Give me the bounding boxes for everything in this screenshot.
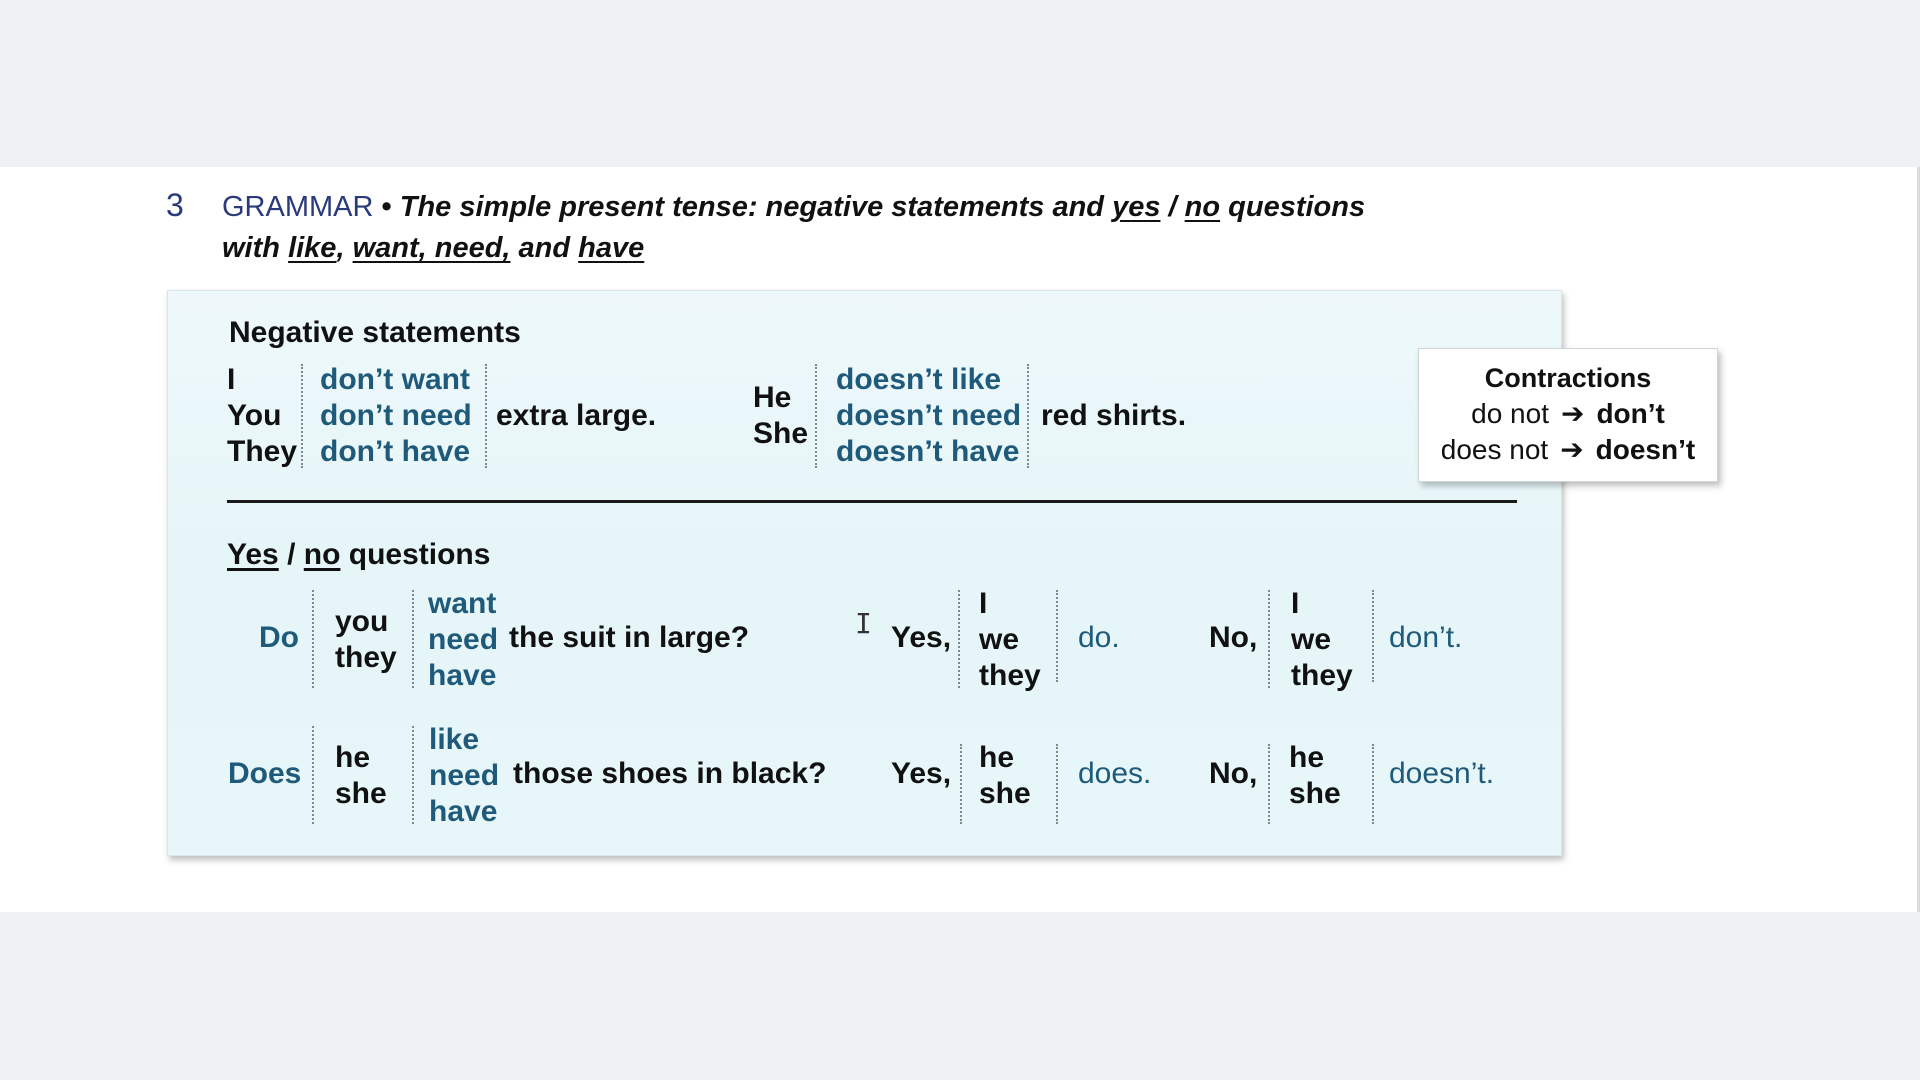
divider <box>1056 590 1058 682</box>
answer-yes: Yes, <box>891 621 952 654</box>
verb: have <box>429 795 498 828</box>
text-cursor-icon: I <box>855 607 872 640</box>
subject: they <box>1291 659 1353 692</box>
contraction-row <box>1419 434 1717 466</box>
answer-no-subjects <box>1289 740 1341 812</box>
contractions-box <box>1418 348 1718 482</box>
subject: she <box>1289 777 1341 810</box>
divider <box>1027 364 1029 468</box>
answer-yes-verb: does. <box>1078 757 1152 790</box>
subject: I <box>227 363 236 396</box>
verb: have <box>428 659 497 692</box>
heading-line1: The simple present tense: negative statements and <box>399 191 1105 223</box>
divider <box>412 726 414 824</box>
contraction-short: doesn’t <box>1595 434 1696 465</box>
subject: we <box>979 623 1020 656</box>
subject: I <box>1291 587 1300 620</box>
divider <box>1372 590 1374 682</box>
exercise-heading: GRAMMAR • The simple present tense: negative statements and yes / no questions with like, want, need, and have <box>222 191 1366 264</box>
heading-questions: questions <box>1228 191 1366 223</box>
answer-no: No, <box>1209 621 1258 654</box>
contraction-full: does not <box>1440 434 1549 465</box>
verb: like <box>429 723 480 756</box>
divider <box>958 590 960 688</box>
subject: they <box>335 641 397 674</box>
divider <box>412 590 414 688</box>
subject: I <box>979 587 988 620</box>
verb: doesn’t have <box>836 435 1020 468</box>
subject: He <box>753 381 792 414</box>
heading-keyword: GRAMMAR <box>222 191 374 223</box>
subject: she <box>979 777 1031 810</box>
question-aux: Does <box>228 757 302 790</box>
heading-with: with <box>222 232 280 264</box>
title-rest: questions <box>348 538 491 571</box>
heading-and: and <box>518 232 571 264</box>
contractions-title: Contractions <box>1484 363 1652 393</box>
answer-yes-verb: do. <box>1078 621 1120 654</box>
verb: want <box>428 587 497 620</box>
heading-want-need: want, need, <box>352 232 511 264</box>
negative-object-b: red shirts. <box>1041 399 1187 432</box>
question-object: those shoes in black? <box>513 757 827 790</box>
contraction-short: don’t <box>1596 398 1665 429</box>
divider <box>485 364 487 468</box>
heading-like: like <box>288 232 337 264</box>
question-verbs <box>428 586 498 694</box>
verb: need <box>429 759 500 792</box>
divider <box>312 590 314 688</box>
subject: You <box>227 399 282 432</box>
subject: he <box>335 741 371 774</box>
subject: She <box>753 417 809 450</box>
title-no: no <box>303 538 341 571</box>
title-yes: Yes <box>227 538 279 571</box>
subject: They <box>227 435 298 468</box>
verb: doesn’t like <box>836 363 1002 396</box>
answer-no-subjects <box>1291 586 1353 694</box>
answer-yes-subjects <box>979 586 1041 694</box>
heading-no: no <box>1184 191 1221 223</box>
question-verbs <box>429 722 499 830</box>
negative-verbs-a <box>320 362 472 470</box>
divider <box>1268 590 1270 688</box>
question-object: the suit in large? <box>509 621 750 654</box>
question-subjects <box>335 740 387 812</box>
title-slash: / <box>287 538 296 571</box>
arrow-right-icon: ➔ <box>1560 434 1584 465</box>
negative-subjects-b <box>753 380 808 452</box>
subject: she <box>335 777 387 810</box>
divider <box>301 364 303 468</box>
answer-no-verb: doesn’t. <box>1389 757 1495 790</box>
divider <box>312 726 314 824</box>
answer-yes-subjects <box>979 740 1031 812</box>
answer-yes: Yes, <box>891 757 952 790</box>
divider <box>1268 744 1270 824</box>
negative-verbs-b <box>836 362 1021 470</box>
divider <box>960 744 962 824</box>
subject: he <box>979 741 1015 774</box>
divider <box>1372 744 1374 824</box>
question-aux: Do <box>259 621 299 654</box>
negative-subjects-a <box>227 362 297 470</box>
section-divider <box>227 500 1517 503</box>
verb: don’t have <box>320 435 471 468</box>
subject: they <box>979 659 1041 692</box>
verb: don’t need <box>320 399 472 432</box>
negative-object-a: extra large. <box>496 399 657 432</box>
divider <box>815 364 817 468</box>
subject: he <box>1289 741 1325 774</box>
heading-bullet: • <box>381 191 392 223</box>
verb: don’t want <box>320 363 470 396</box>
subject: we <box>1291 623 1332 656</box>
heading-have: have <box>578 232 645 264</box>
answer-no-verb: don’t. <box>1389 621 1463 654</box>
contraction-row <box>1419 398 1717 430</box>
heading-yes: yes <box>1112 191 1161 223</box>
arrow-right-icon: ➔ <box>1560 398 1585 429</box>
question-subjects <box>335 604 397 676</box>
heading-slash: / <box>1168 191 1177 223</box>
verb: doesn’t need <box>836 399 1022 432</box>
divider <box>1056 744 1058 824</box>
negative-title: Negative statements <box>229 316 521 349</box>
verb: need <box>428 623 499 656</box>
questions-title <box>227 538 490 572</box>
answer-no: No, <box>1209 757 1258 790</box>
contraction-full: do not <box>1471 398 1549 429</box>
exercise-number: 3 <box>166 187 184 223</box>
subject: you <box>335 605 389 638</box>
